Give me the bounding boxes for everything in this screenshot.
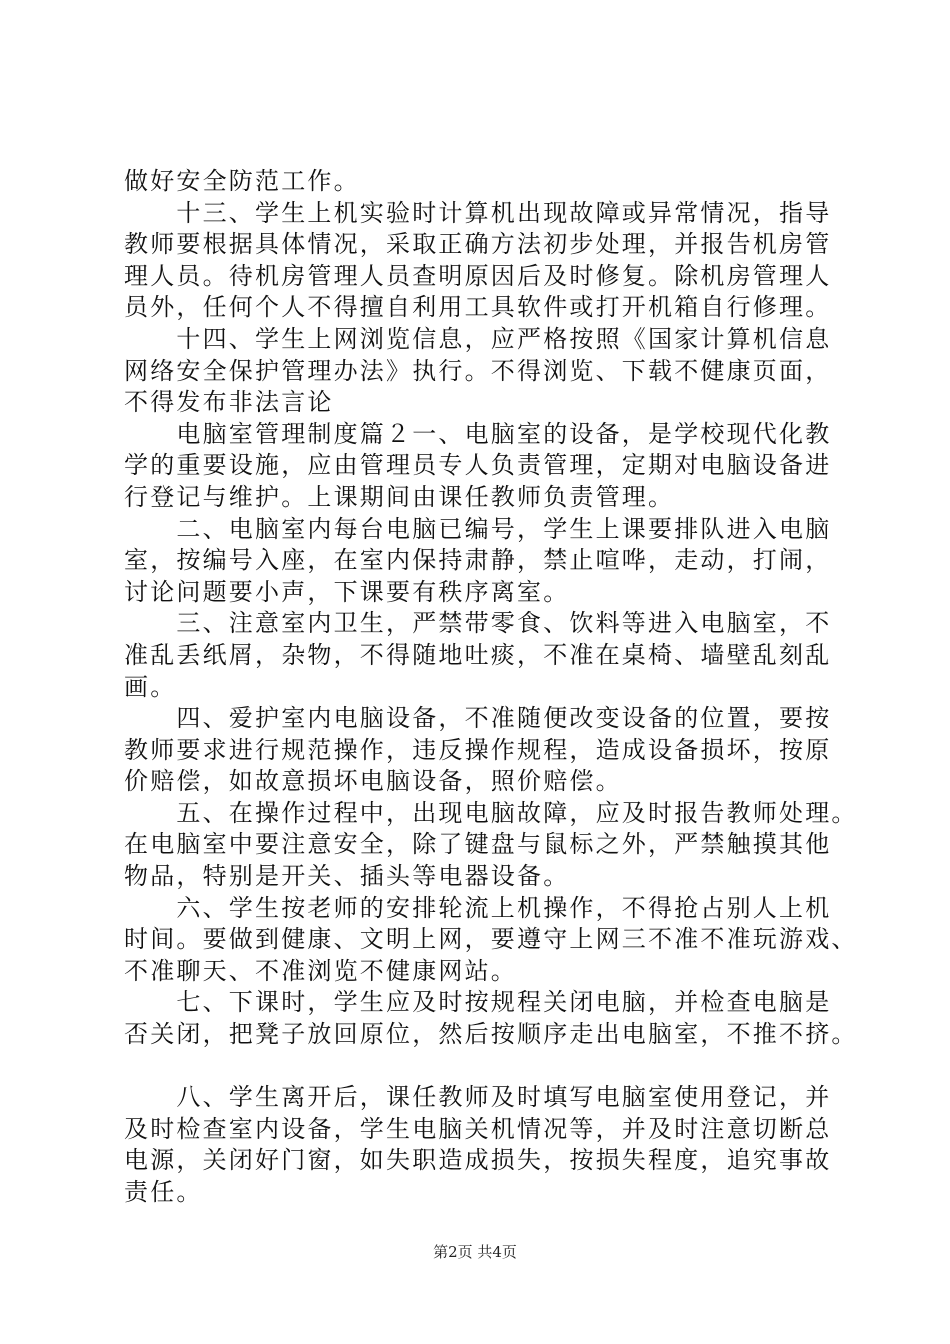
text-line: 五、在操作过程中，出现电脑故障，应及时报告教师处理。 — [124, 798, 858, 827]
text-line: 理人员。待机房管理人员查明原因后及时修复。除机房管理人 — [124, 261, 832, 290]
text-line: 教师要根据具体情况，采取正确方法初步处理，并报告机房管 — [124, 230, 832, 259]
text-line: 六、学生按老师的安排轮流上机操作，不得抢占别人上机 — [124, 893, 832, 922]
text-line: 教师要求进行规范操作，违反操作规程，造成设备损坏，按原 — [124, 735, 832, 764]
text-line: 室，按编号入座，在室内保持肃静，禁止喧哗，走动，打闹， — [124, 546, 832, 575]
text-line: 电脑室管理制度篇２一、电脑室的设备，是学校现代化教 — [124, 419, 832, 448]
document-body — [124, 166, 858, 1209]
text-line: 责任。 — [124, 1178, 203, 1206]
text-line: 画。 — [124, 672, 177, 701]
text-line: 行登记与维护。上课期间由课任教师负责管理。 — [124, 482, 675, 511]
text-line: 不得发布非法言论 — [124, 388, 334, 417]
text-line: 及时检查室内设备，学生电脑关机情况等，并及时注意切断总 — [124, 1114, 832, 1143]
text-line: 员外，任何个人不得擅自利用工具软件或打开机箱自行修理。 — [124, 293, 832, 322]
text-line: 做好安全防范工作。 — [124, 167, 360, 195]
text-line: 三、注意室内卫生，严禁带零食、饮料等进入电脑室，不 — [124, 609, 832, 638]
text-line: 准乱丢纸屑，杂物，不得随地吐痰，不准在桌椅、墙壁乱刻乱 — [124, 640, 832, 669]
text-line: 在电脑室中要注意安全，除了键盘与鼠标之外，严禁触摸其他 — [124, 830, 832, 859]
text-line: 时间。要做到健康、文明上网，要遵守上网三不准不准玩游戏、 — [124, 925, 858, 954]
text-line: 七、下课时，学生应及时按规程关闭电脑，并检查电脑是 — [124, 988, 832, 1017]
text-line: 二、电脑室内每台电脑已编号，学生上课要排队进入电脑 — [124, 514, 832, 543]
text-line: 否关闭，把凳子放回原位，然后按顺序走出电脑室，不推不挤。 — [124, 1020, 858, 1049]
text-line: 价赔偿，如故意损坏电脑设备，照价赔偿。 — [124, 767, 622, 796]
text-line: 四、爱护室内电脑设备，不准随便改变设备的位置，要按 — [124, 704, 832, 733]
text-line: 电源，关闭好门窗，如失职造成损失，按损失程度，追究事故 — [124, 1146, 832, 1175]
text-line: 八、学生离开后，课任教师及时填写电脑室使用登记，并 — [124, 1083, 832, 1112]
page-number-footer: 第2页 共4页 — [433, 1243, 517, 1261]
text-line: 不准聊天、不准浏览不健康网站。 — [124, 956, 517, 985]
text-line: 网络安全保护管理办法》执行。不得浏览、下载不健康页面， — [124, 356, 832, 385]
text-line: 学的重要设施，应由管理员专人负责管理，定期对电脑设备进 — [124, 451, 832, 480]
blank-line — [124, 1051, 844, 1083]
text-line: 物品，特别是开关、插头等电器设备。 — [124, 862, 570, 891]
text-line: 十三、学生上机实验时计算机出现故障或异常情况，指导 — [124, 198, 832, 227]
text-line: 讨论问题要小声，下课要有秩序离室。 — [124, 577, 570, 606]
text-line: 十四、学生上网浏览信息，应严格按照《国家计算机信息 — [124, 324, 832, 353]
